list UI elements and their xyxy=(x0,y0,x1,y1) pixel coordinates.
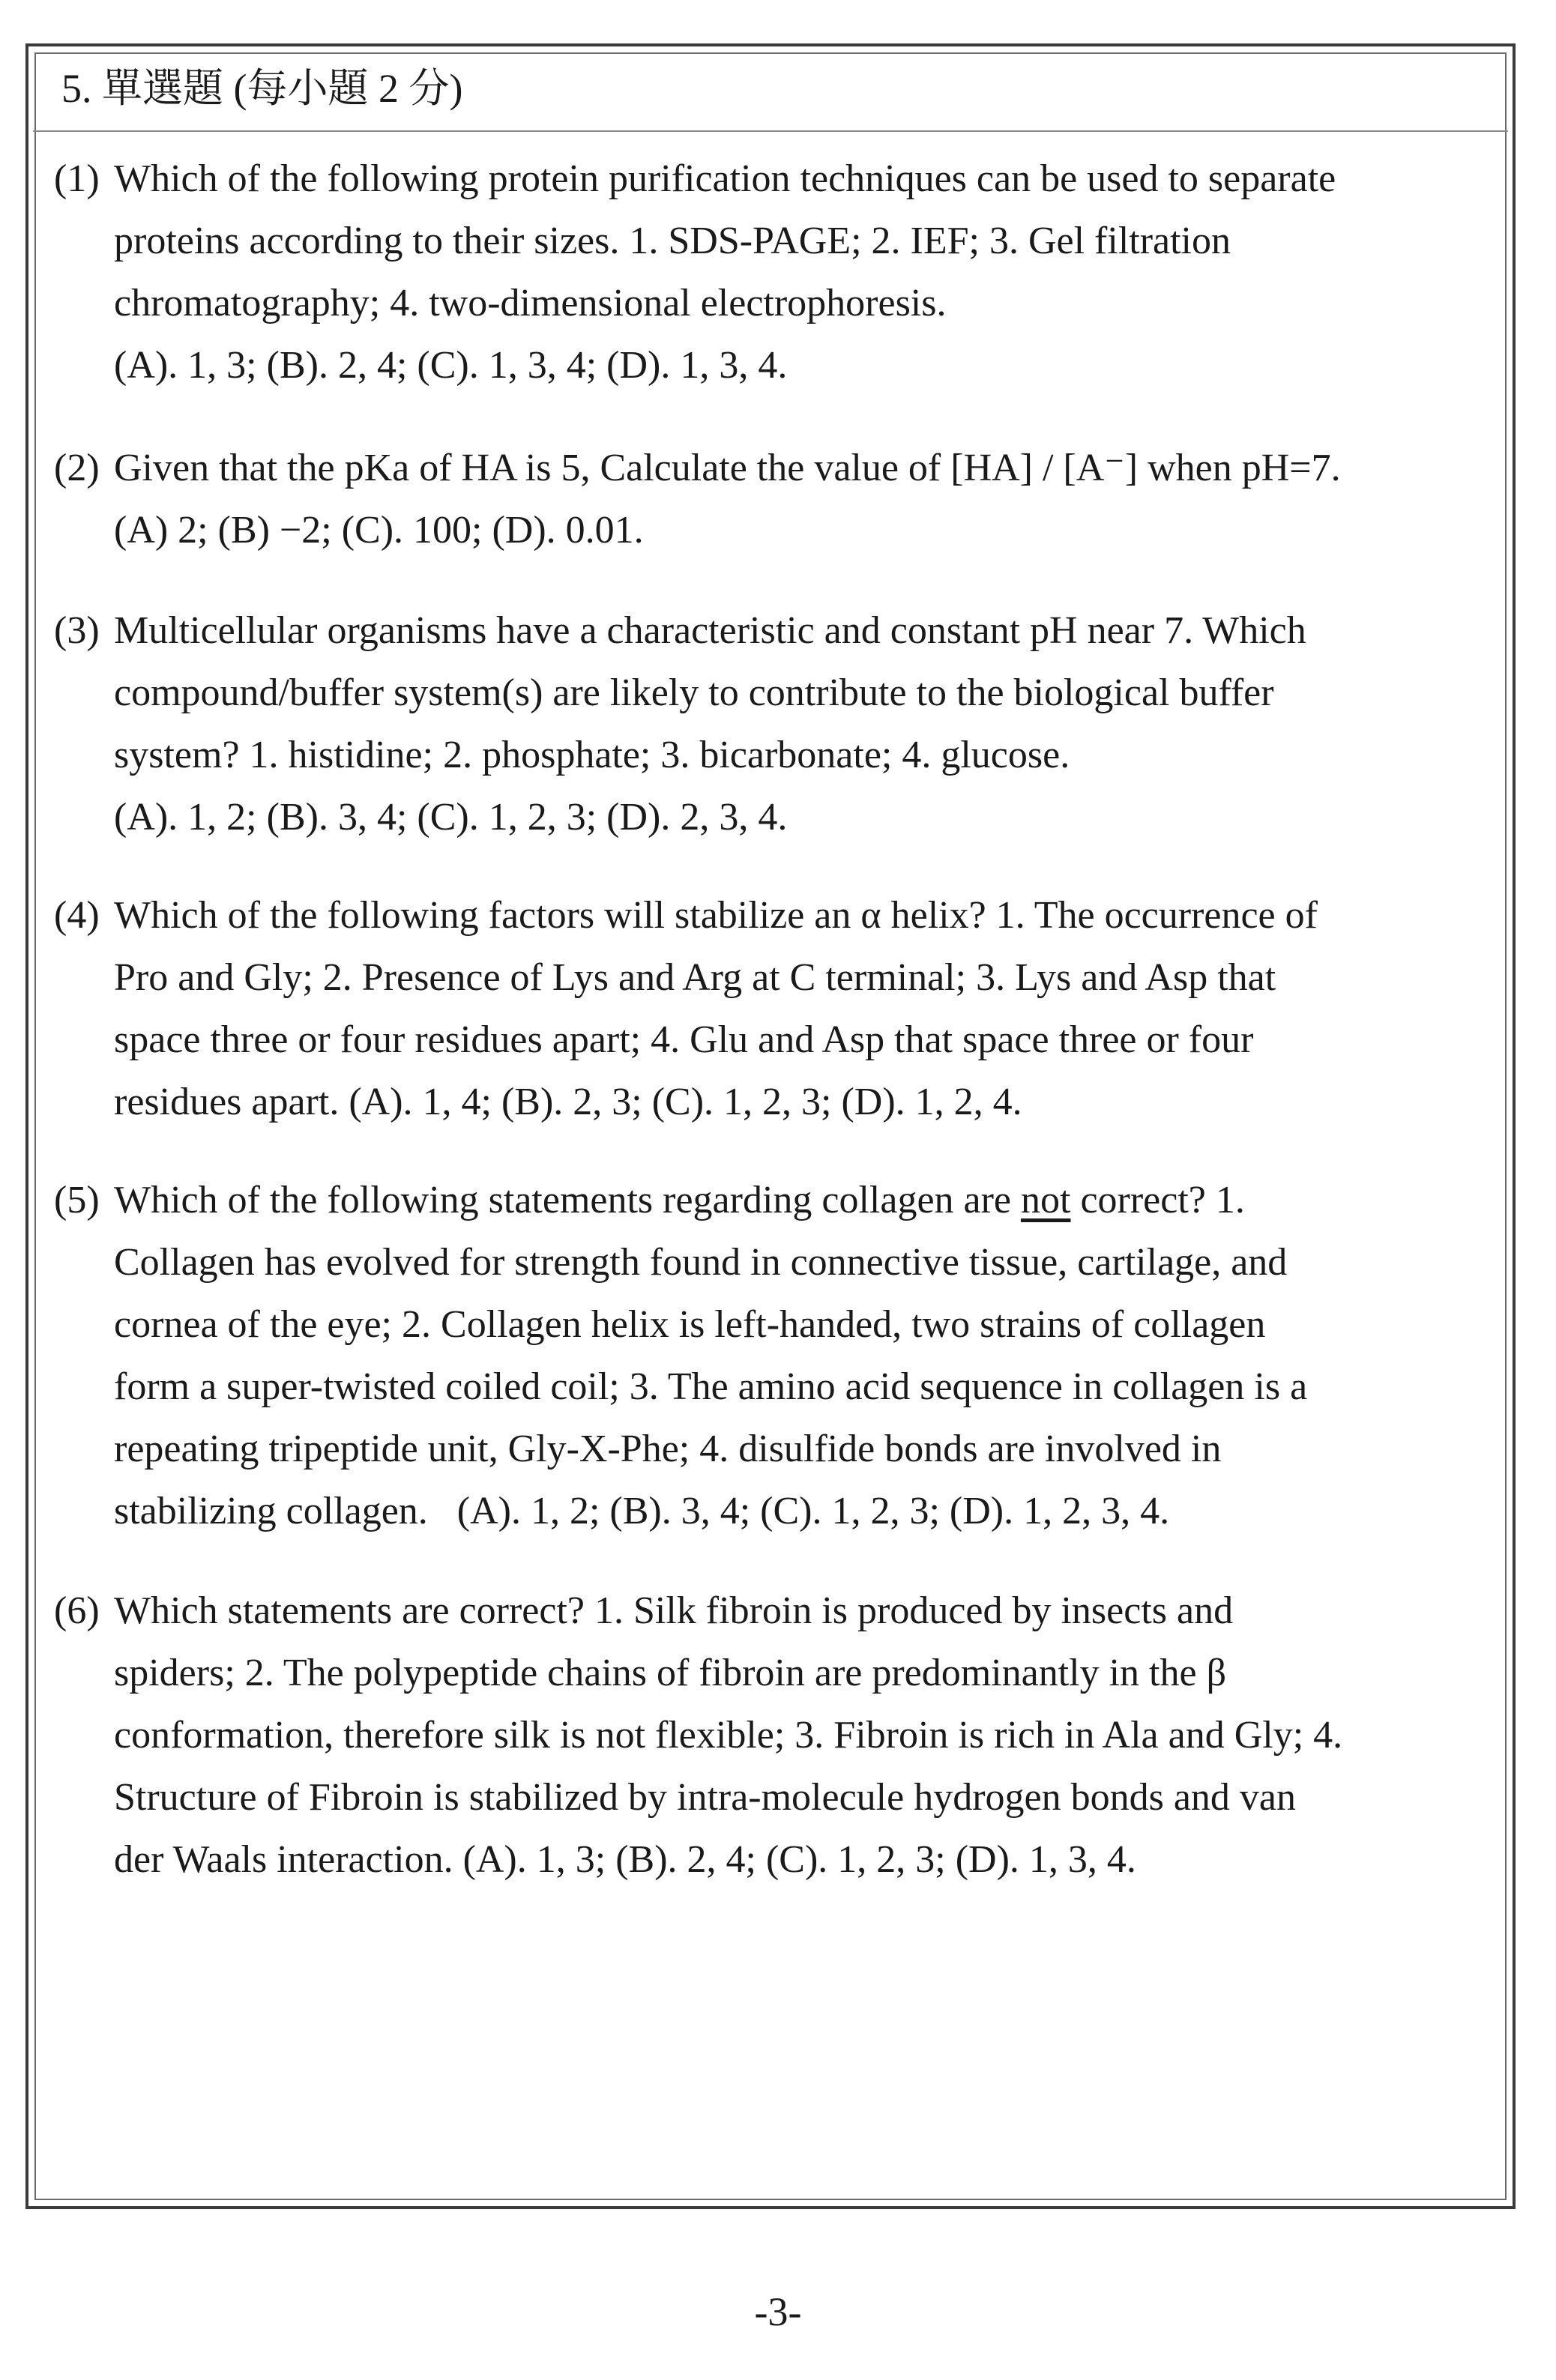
question-line: system? 1. histidine; 2. phosphate; 3. bicarbonate; 4. glucose. xyxy=(114,734,1070,776)
answer-options: (A) 2; (B) −2; (C). 100; (D). 0.01. xyxy=(114,509,644,552)
question-line: cornea of the eye; 2. Collagen helix is left-handed, two strains of collagen xyxy=(114,1303,1266,1346)
question-line: space three or four residues apart; 4. Glu and Asp that space three or four xyxy=(114,1018,1254,1061)
question-number: (4) xyxy=(54,894,100,937)
question-line: der Waals interaction. (A). 1, 3; (B). 2, 4; (C). 1, 2, 3; (D). 1, 3, 4. xyxy=(114,1838,1136,1881)
question-text xyxy=(114,884,1318,1133)
question-line: chromatography; 4. two-dimensional electrophoresis. xyxy=(114,282,947,324)
question-line xyxy=(114,1169,1307,1231)
underlined-not: not xyxy=(1021,1179,1071,1221)
question-line: Pro and Gly; 2. Presence of Lys and Arg at C terminal; 3. Lys and Asp that xyxy=(114,956,1276,999)
page-number: -3- xyxy=(754,2289,802,2334)
question-line: Which of the following factors will stabilize an α helix? 1. The occurrence of xyxy=(114,894,1318,937)
question-text xyxy=(114,437,1341,561)
question-line: Structure of Fibroin is stabilized by intra-molecule hydrogen bonds and van xyxy=(114,1776,1296,1819)
question-line: form a super-twisted coiled coil; 3. The amino acid sequence in collagen is a xyxy=(114,1365,1308,1408)
question-number: (5) xyxy=(54,1179,100,1221)
question-text xyxy=(114,148,1336,396)
question-line: conformation, therefore silk is not flexible; 3. Fibroin is rich in Ala and Gly; 4. xyxy=(114,1714,1343,1757)
question-line: Given that the pKa of HA is 5, Calculate the value of [HA] / [A⁻] when pH=7. xyxy=(114,447,1341,489)
question-line: residues apart. (A). 1, 4; (B). 2, 3; (C). 1, 2, 3; (D). 1, 2, 4. xyxy=(114,1081,1022,1123)
question-number: (2) xyxy=(54,447,100,489)
question-number: (1) xyxy=(54,157,100,200)
question-line-start: Which of the following statements regarding collagen are xyxy=(114,1179,1022,1221)
question-line: Multicellular organisms have a characteristic and constant pH near 7. Which xyxy=(114,609,1306,652)
question-line: Collagen has evolved for strength found in connective tissue, cartilage, and xyxy=(114,1241,1288,1284)
question-line: repeating tripeptide unit, Gly-X-Phe; 4. disulfide bonds are involved in xyxy=(114,1428,1222,1470)
question-line: Which statements are correct? 1. Silk fibroin is produced by insects and xyxy=(114,1589,1234,1632)
question-text xyxy=(114,1169,1307,1542)
question-line: compound/buffer system(s) are likely to contribute to the biological buffer xyxy=(114,671,1274,714)
header-divider xyxy=(33,130,1508,132)
question-number: (3) xyxy=(54,609,100,652)
question-line: stabilizing collagen. (A). 1, 2; (B). 3, 4; (C). 1, 2, 3; (D). 1, 2, 3, 4. xyxy=(114,1490,1170,1532)
section-header: 5. 單選題 (每小題 2 分) xyxy=(61,66,463,111)
answer-options: (A). 1, 3; (B). 2, 4; (C). 1, 3, 4; (D). 1, 3, 4. xyxy=(114,344,788,387)
question-text xyxy=(114,1580,1342,1891)
question-line-end: correct? 1. xyxy=(1070,1179,1245,1221)
question-number: (6) xyxy=(54,1589,100,1632)
question-line: Which of the following protein purification techniques can be used to separate xyxy=(114,157,1336,200)
question-line: proteins according to their sizes. 1. SDS-PAGE; 2. IEF; 3. Gel filtration xyxy=(114,220,1231,262)
answer-options: (A). 1, 2; (B). 3, 4; (C). 1, 2, 3; (D). 2, 3, 4. xyxy=(114,796,788,839)
question-line: spiders; 2. The polypeptide chains of fibroin are predominantly in the β xyxy=(114,1652,1227,1694)
question-text xyxy=(114,599,1306,848)
